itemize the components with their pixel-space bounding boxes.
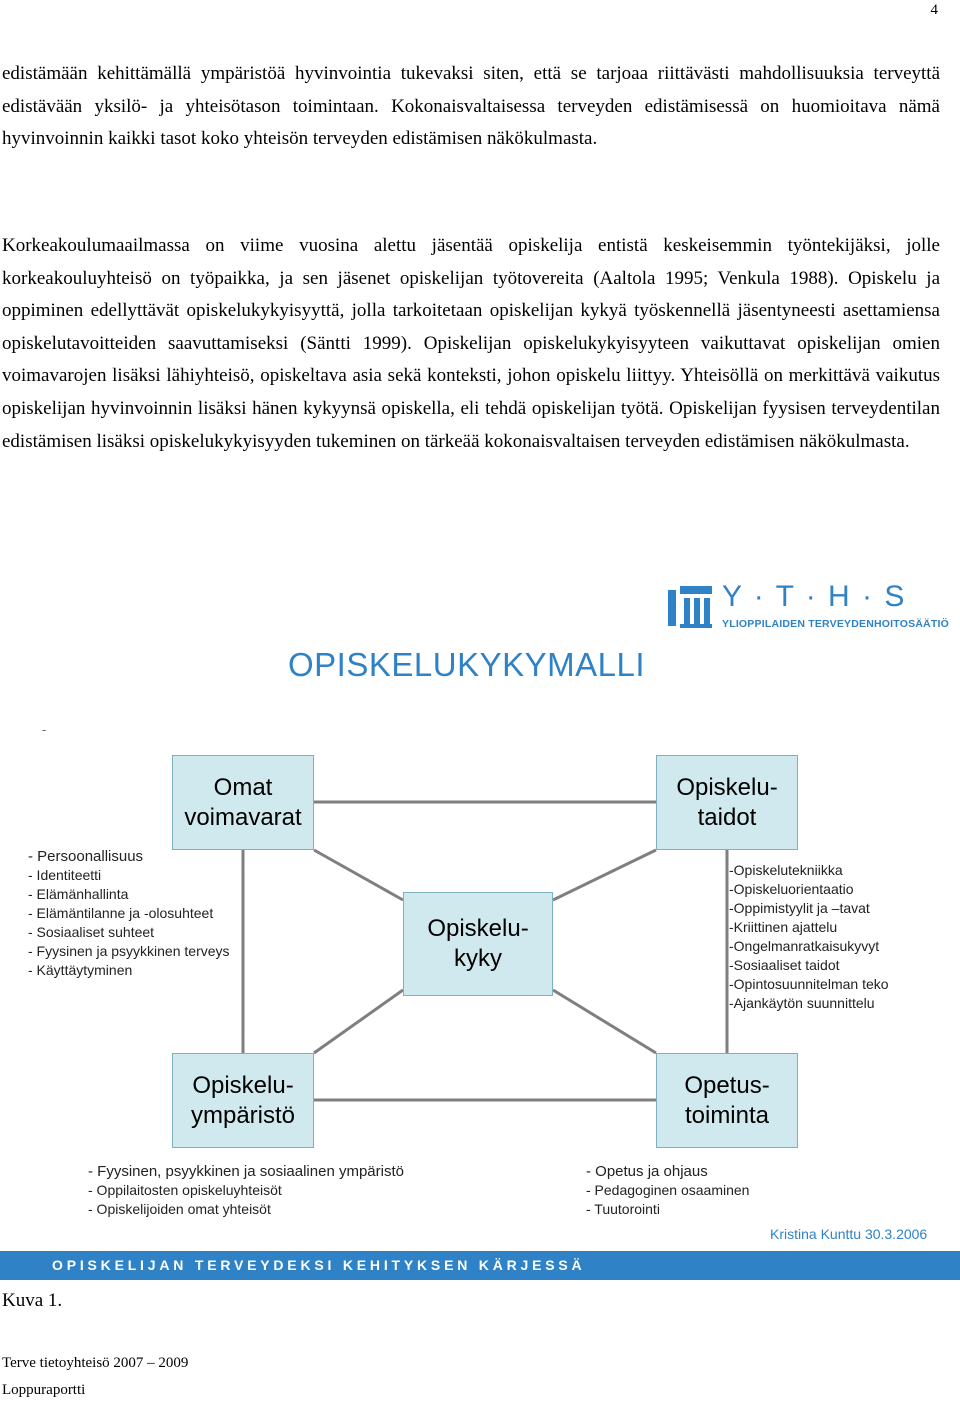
stray-dash: - bbox=[42, 722, 47, 737]
list-item: -Opiskelutekniikka bbox=[729, 862, 843, 878]
footer-line-2: Loppuraportti bbox=[2, 1382, 86, 1398]
list-item: - Opiskelijoiden omat yhteisöt bbox=[88, 1201, 271, 1217]
logo-letters: Y · T · H · S bbox=[722, 580, 907, 613]
list-item: - Tuutorointi bbox=[586, 1201, 660, 1217]
list-item: - Pedagoginen osaaminen bbox=[586, 1182, 750, 1198]
list-item: - Käyttäytyminen bbox=[28, 962, 133, 978]
list-item: -Oppimistyylit ja –tavat bbox=[729, 900, 870, 916]
list-item: - Elämäntilanne ja -olosuhteet bbox=[28, 905, 214, 921]
list-item: - Identiteetti bbox=[28, 867, 102, 883]
list-item: -Opiskeluorientaatio bbox=[729, 881, 854, 897]
opiskelukykymalli-figure bbox=[0, 580, 960, 1280]
list-item: - Elämänhallinta bbox=[28, 886, 129, 902]
list-item: -Opintosuunnitelman teko bbox=[729, 976, 889, 992]
page-number: 4 bbox=[930, 2, 938, 18]
connector-diag-tr bbox=[553, 850, 656, 900]
list-item: -Sosiaaliset taidot bbox=[729, 957, 840, 973]
list-omat-voimavarat bbox=[28, 847, 230, 980]
list-opiskeluymparisto bbox=[88, 1162, 404, 1219]
box-omat-voimavarat: Omat voimavarat bbox=[172, 755, 314, 850]
box-opetustoiminta: Opetus- toiminta bbox=[656, 1053, 798, 1148]
paragraph-2: Korkeakoulumaailmassa on viime vuosina alettu jäsentää opiskelija entistä keskeisemmin työntekijäksi, jolle korkeakouluyhteisö on työpaikka, ja sen jäsenet opiskelijan työtovereita (Aaltola 1995; Venkula 1988). Opiskelu ja oppiminen edellyttävät opiskelukykyisyyttä, jolla tarkoitetaan opiskelijan kykyä työskennellä jäsentyneesti asettamiensa opiskelutavoitteiden saavuttamiseksi (Säntti 1999). Opiskelijan opiskelukykyisyyteen vaikuttavat opiskelijan omien voimavarojen lisäksi lähiyhteisö, opiskeltava asia sekä konteksti, johon opiskelu liittyy. Yhteisöllä on merkittävä vaikutus opiskelijan hyvinvoinnin lisäksi hänen kykyynsä opiskella, eli tehdä opiskelijan työtä. Opiskelijan fyysisen terveydentilan edistämisen lisäksi opiskelukykyisyyden tukeminen on tärkeää kokonaisvaltaisen terveyden edistämisen näkökulmasta. bbox=[2, 235, 940, 452]
list-item: - Fyysinen, psyykkinen ja sosiaalinen ympäristö bbox=[88, 1163, 404, 1180]
list-item: -Ajankäytön suunnittelu bbox=[729, 995, 875, 1011]
list-item: - Oppilaitosten opiskeluyhteisöt bbox=[88, 1182, 282, 1198]
connector-diag-tl bbox=[314, 850, 403, 900]
connector-diag-br bbox=[553, 990, 656, 1053]
list-item: - Sosiaaliset suhteet bbox=[28, 924, 155, 940]
box-opiskeluymparisto: Opiskelu- ympäristö bbox=[172, 1053, 314, 1148]
list-item: -Kriittinen ajattelu bbox=[729, 919, 838, 935]
list-item: - Fyysinen ja psyykkinen terveys bbox=[28, 943, 230, 959]
footer-line-1: Terve tietoyhteisö 2007 – 2009 bbox=[2, 1355, 189, 1371]
paragraph-1: edistämään kehittämällä ympäristöä hyvinvointia tukevaksi siten, että se tarjoaa riittävästi mahdollisuuksia terveyttä edistävään yksilö- ja yhteisötason toimintaan. Kokonaisvaltaisessa terveyden edistämisessä on huomioitava nämä hyvinvoinnin kaikki tasot koko yhteisön terveyden edistämisen näkökulmasta. bbox=[2, 63, 940, 150]
list-item: - Opetus ja ohjaus bbox=[586, 1163, 708, 1180]
list-opiskelutaidot bbox=[729, 861, 889, 1013]
list-opetustoiminta bbox=[586, 1162, 749, 1219]
list-item: -Ongelmanratkaisukyvyt bbox=[729, 938, 880, 954]
figure-banner: OPISKELIJAN TERVEYDEKSI KEHITYKSEN KÄRJESSÄ bbox=[0, 1251, 960, 1280]
figure-title: OPISKELUKYKYMALLI bbox=[288, 646, 645, 683]
list-item: - Persoonallisuus bbox=[28, 848, 144, 865]
connector-diag-bl bbox=[314, 990, 403, 1053]
logo-subtitle: YLIOPPILAIDEN TERVEYDENHOITOSÄÄTIÖ bbox=[722, 618, 949, 630]
box-opiskelukyky: Opiskelu- kyky bbox=[403, 892, 553, 996]
box-opiskelutaidot: Opiskelu- taidot bbox=[656, 755, 798, 850]
figure-author: Kristina Kunttu 30.3.2006 bbox=[770, 1226, 928, 1242]
figure-caption: Kuva 1. bbox=[2, 1290, 63, 1311]
